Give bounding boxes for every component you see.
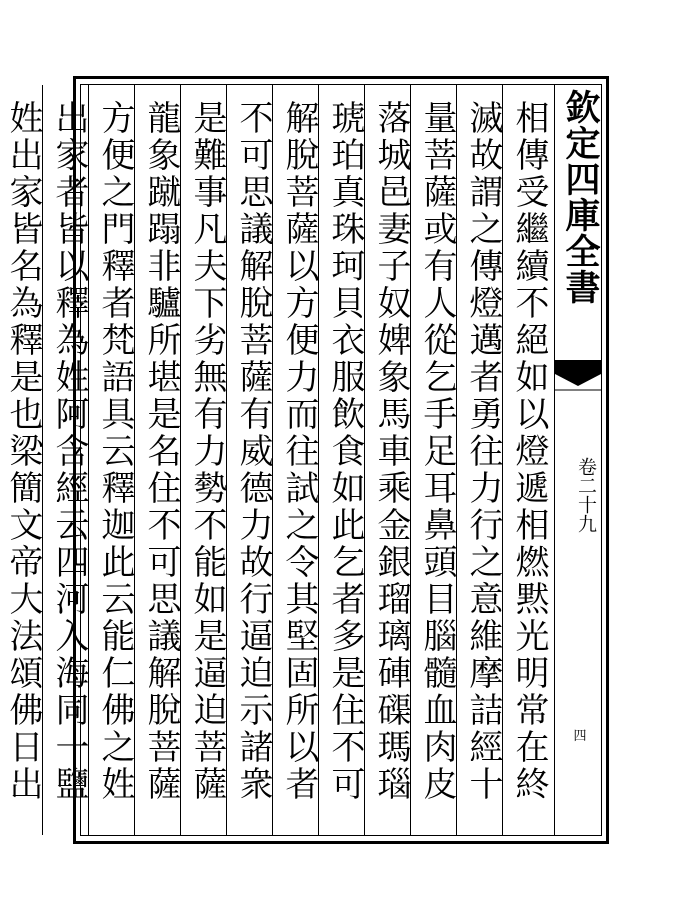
text-column: 出家者皆以釋為姓阿含經云四河入海同一鹽	[49, 100, 89, 803]
text-column: 相傳受繼續不絕如以燈遞相燃黙光明常在終	[509, 100, 549, 803]
text-column: 方便之門釋者梵語具云釋迦此云能仁佛之姓	[95, 100, 135, 803]
text-column: 是難事凡夫下劣無有力勢不能如是逼迫菩薩	[187, 100, 227, 803]
book-margin	[554, 85, 601, 835]
text-column: 滅故謂之傳燈邁者勇往力行之意維摩詰經十	[463, 100, 503, 803]
text-column: 琥珀真珠珂貝衣服飲食如此乞者多是住不可	[325, 100, 365, 803]
text-column: 落城邑妻子奴婢象馬車乘金銀瑠璃硨磲瑪瑙	[371, 100, 411, 803]
text-column: 龍象蹴蹋非驢所堪是名住不可思議解脫菩薩	[141, 100, 181, 803]
text-column: 解脫菩薩以方便力而往試之令其堅固所以者	[279, 100, 319, 803]
text-column: 量菩薩或有人從乞手足耳鼻頭目腦髓血肉皮	[417, 100, 457, 803]
text-column: 姓出家皆名為釋是也梁簡文帝大法頌佛日出	[3, 100, 43, 803]
page-number: 四	[573, 729, 587, 744]
fishtail-mark-icon	[555, 360, 601, 400]
text-column: 不可思議解脫菩薩有威德力故行逼迫示諸衆	[233, 100, 273, 803]
collection-title: 欽定四庫全書	[560, 89, 601, 305]
volume-label: 卷二十九	[575, 457, 597, 533]
